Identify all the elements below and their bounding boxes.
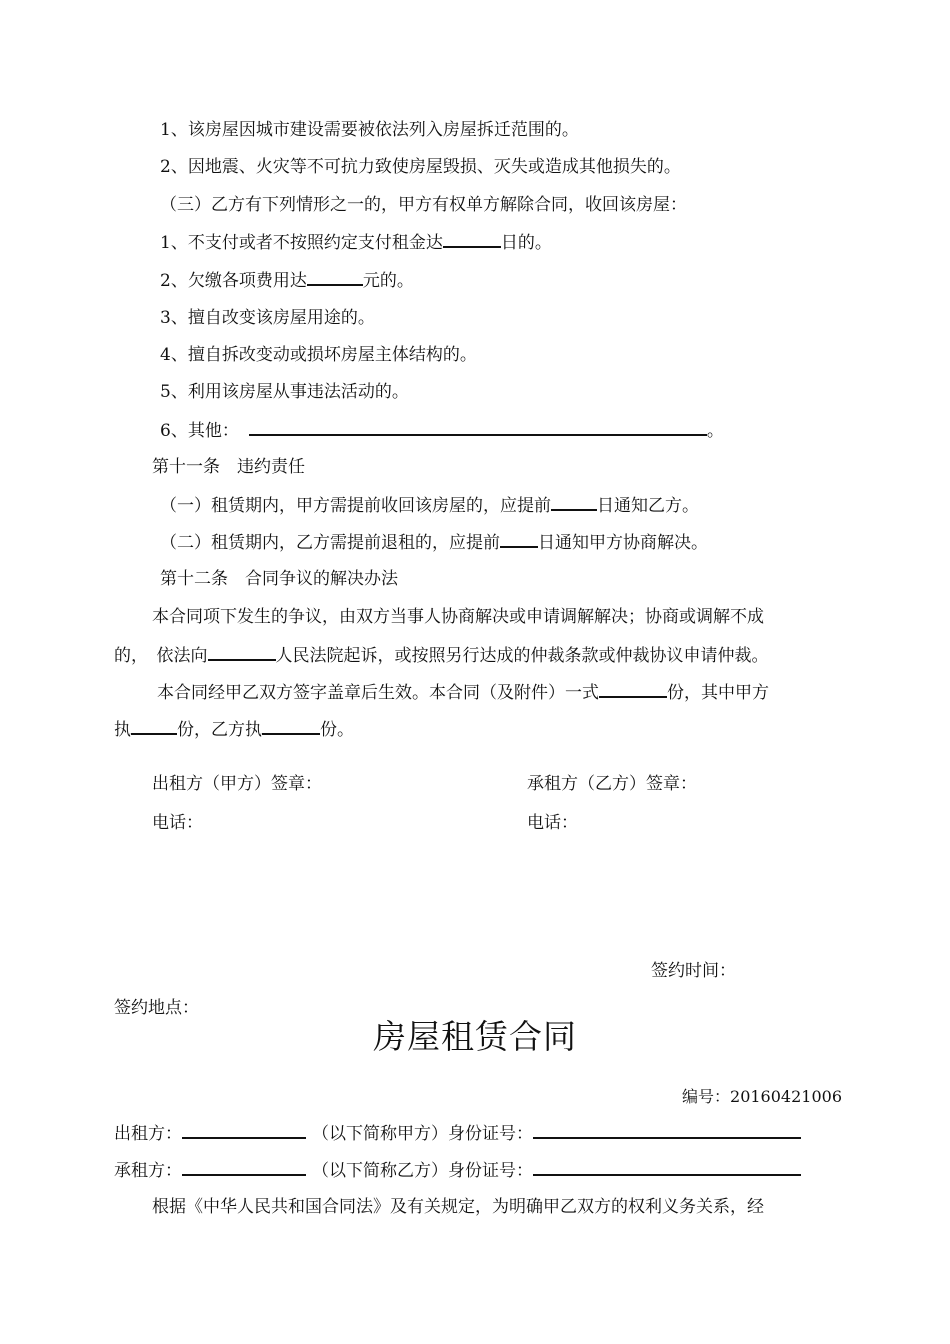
lessor-id-field[interactable] (533, 1121, 801, 1139)
blank-fee-amount[interactable] (307, 268, 363, 286)
blank-copies-total[interactable] (599, 680, 667, 698)
blank-copies-lessee[interactable] (262, 717, 320, 735)
clause-c2: 2、因地震、火灾等不可抗力致使房屋毁损、灭失或造成其他损失的。 (160, 157, 681, 177)
lessor-info-line: 出租方： （以下简称甲方）身份证号： (114, 1121, 801, 1146)
clause-s3: （三）乙方有下列情形之一的，甲方有权单方解除合同，收回该房屋： (160, 195, 687, 215)
contract-number: 编号：20160421006 (682, 1087, 842, 1106)
lessor-phone-label: 电话： (152, 813, 203, 833)
blank-court[interactable] (208, 643, 276, 661)
article12-line1: 本合同项下发生的争议，由双方当事人协商解决或申请调解解决；协商或调解不成 (152, 607, 764, 627)
article11-heading: 第十一条 违约责任 (152, 457, 305, 477)
clause-d6: 6、其他： 。 (160, 418, 724, 443)
lessee-signature-label: 承租方（乙方）签章： (527, 774, 697, 794)
contract-intro: 根据《中华人民共和国合同法》及有关规定，为明确甲乙双方的权利义务关系，经 (152, 1197, 764, 1217)
blank-copies-lessor[interactable] (131, 717, 177, 735)
lessor-name-field[interactable] (182, 1121, 306, 1139)
sign-place-label: 签约地点： (114, 998, 199, 1018)
lessee-info-line: 承租方： （以下简称乙方）身份证号： (114, 1158, 801, 1183)
article12-line3: 本合同经甲乙双方签字盖章后生效。本合同（及附件）一式 份，其中甲方 (157, 680, 769, 705)
lessee-name-field[interactable] (182, 1158, 306, 1176)
article12-heading: 第十二条 合同争议的解决办法 (160, 569, 398, 589)
blank-lessee-notice-days[interactable] (500, 530, 538, 548)
clause-d2: 2、欠缴各项费用达 元的。 (160, 268, 414, 293)
contract-title: 房屋租赁合同 (373, 1017, 577, 1056)
article12-line2: 的， 依法向 人民法院起诉，或按照另行达成的仲裁条款或仲裁协议申请仲裁。 (114, 643, 769, 668)
lessee-phone-label: 电话： (527, 813, 578, 833)
sign-time-label: 签约时间： (651, 961, 736, 981)
article11-p2: （二）租赁期内，乙方需提前退租的，应提前 日通知甲方协商解决。 (160, 530, 708, 555)
lessee-id-field[interactable] (533, 1158, 801, 1176)
article12-line4: 执 份，乙方执 份。 (114, 717, 354, 742)
blank-other[interactable] (249, 418, 707, 436)
clause-d1: 1、不支付或者不按照约定支付租金达 日的。 (160, 230, 552, 255)
blank-rent-days[interactable] (443, 230, 501, 248)
clause-d5: 5、利用该房屋从事违法活动的。 (160, 382, 409, 402)
lessor-signature-label: 出租方（甲方）签章： (152, 774, 322, 794)
article11-p1: （一）租赁期内，甲方需提前收回该房屋的，应提前 日通知乙方。 (160, 493, 699, 518)
clause-c1: 1、该房屋因城市建设需要被依法列入房屋拆迁范围的。 (160, 120, 579, 140)
blank-lessor-notice-days[interactable] (551, 493, 597, 511)
clause-d3: 3、擅自改变该房屋用途的。 (160, 308, 375, 328)
clause-d4: 4、擅自拆改变动或损坏房屋主体结构的。 (160, 345, 477, 365)
